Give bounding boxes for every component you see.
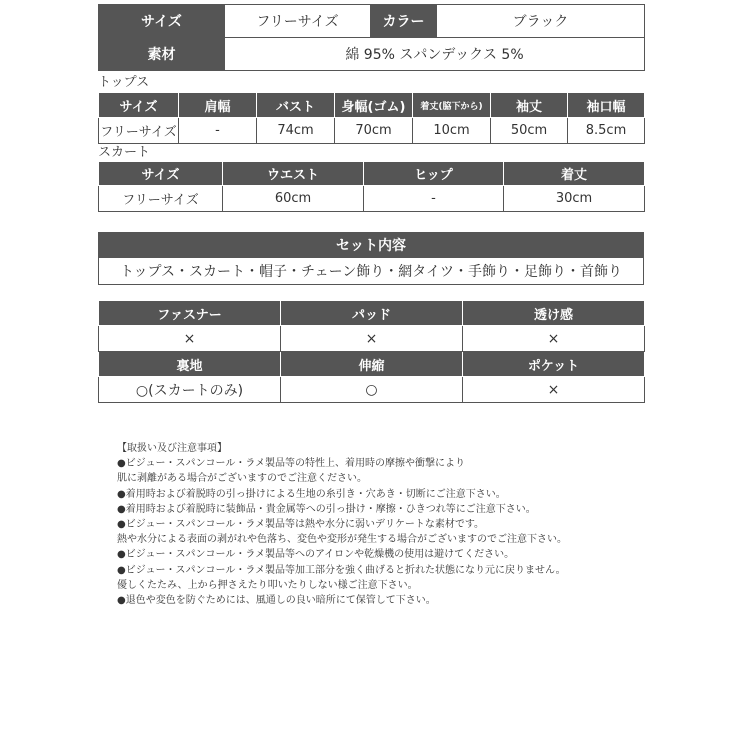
tops-header-row [99,93,645,118]
tops-value-bust: 74cm [257,118,335,144]
skirt-header-size: サイズ [99,162,223,186]
set-contents-header: セット内容 [99,233,644,258]
note-line: ●ビジュー・スパンコール・ラメ製品等は熱や水分に弱いデリケートな素材です。 [117,519,485,531]
color-value: ブラック [437,5,645,38]
set-contents-value: トップス・スカート・帽子・チェーン飾り・網タイツ・手飾り・足飾り・首飾り [99,258,644,285]
skirt-section-label: スカート [98,145,151,160]
color-label: カラー [371,5,437,38]
skirt-size-table [98,161,645,212]
tops-value-length: 10cm [413,118,491,144]
zipper-header: ファスナー [99,301,281,326]
pad-value: × [281,326,463,352]
spec-table [98,4,645,71]
set-contents-value-row [99,258,644,285]
care-notes [117,441,627,608]
tops-header-bust: バスト [257,93,335,118]
sheer-header: 透け感 [463,301,645,326]
set-contents-table [98,232,644,285]
skirt-header-hip: ヒップ [364,162,504,186]
lining-value: ○(スカートのみ) [99,377,281,403]
tops-value-sleeve: 50cm [491,118,568,144]
note-line: ●ビジュー・スパンコール・ラメ製品等の特性上、着用時の摩擦や衝撃により [117,458,466,470]
spec-row-material [99,38,645,71]
features-value-row-1 [99,326,645,352]
note-line: ●ビジュー・スパンコール・ラメ製品等加工部分を強く曲げると折れた状態になり元に戻りません。 [117,564,566,576]
note-line: ●着用時および着脱時に装飾品・貴金属等への引っ掛け・摩擦・ひきつれ等にご注意下さい。 [117,503,536,515]
size-value: フリーサイズ [225,5,371,38]
lining-header: 裏地 [99,352,281,377]
skirt-header-waist: ウエスト [223,162,364,186]
tops-header-width: 身幅(ゴム) [335,93,413,118]
skirt-value-row [99,186,645,212]
pocket-value: × [463,377,645,403]
features-table [98,300,645,403]
tops-value-shoulder: - [179,118,257,144]
size-label: サイズ [99,5,225,38]
skirt-value-length: 30cm [504,186,645,212]
tops-value-size: フリーサイズ [99,118,179,144]
tops-header-size: サイズ [99,93,179,118]
notes-title: 【取扱い及び注意事項】 [117,443,227,454]
skirt-value-hip: - [364,186,504,212]
tops-value-width: 70cm [335,118,413,144]
skirt-value-waist: 60cm [223,186,364,212]
tops-header-length: 着丈(脇下から) [413,93,491,118]
features-header-row-1 [99,301,645,326]
stretch-header: 伸縮 [281,352,463,377]
tops-value-row [99,118,645,144]
note-line: 熱や水分による表面の剥がれや色落ち、変色や変形が発生する場合がございますのでご注意下さい。 [117,534,567,546]
tops-header-sleeve: 袖丈 [491,93,568,118]
skirt-header-length: 着丈 [504,162,645,186]
tops-header-shoulder: 肩幅 [179,93,257,118]
material-label: 素材 [99,38,225,71]
note-line: ●着用時および着脱時の引っ掛けによる生地の糸引き・穴あき・切断にご注意下さい。 [117,488,506,500]
pocket-header: ポケット [463,352,645,377]
note-line: 優しくたたみ、上から押さえたり叩いたりしない様ご注意下さい。 [117,579,418,591]
note-line: 肌に剥離がある場合がございますのでご注意ください。 [117,473,367,485]
tops-value-cuff: 8.5cm [568,118,645,144]
features-header-row-2 [99,352,645,377]
tops-header-cuff: 袖口幅 [568,93,645,118]
pad-header: パッド [281,301,463,326]
note-line: ●退色や変色を防ぐためには、風通しの良い暗所にて保管して下さい。 [117,595,436,607]
spec-row-size-color [99,5,645,38]
tops-size-table [98,92,645,144]
stretch-value: ○ [281,377,463,403]
sheer-value: × [463,326,645,352]
features-value-row-2 [99,377,645,403]
skirt-value-size: フリーサイズ [99,186,223,212]
tops-section-label: トップス [98,75,150,90]
set-contents-header-row [99,233,644,258]
material-value: 綿 95% スパンデックス 5% [225,38,645,71]
note-line: ●ビジュー・スパンコール・ラメ製品等へのアイロンや乾燥機の使用は避けてください。 [117,549,515,561]
skirt-header-row [99,162,645,186]
zipper-value: × [99,326,281,352]
